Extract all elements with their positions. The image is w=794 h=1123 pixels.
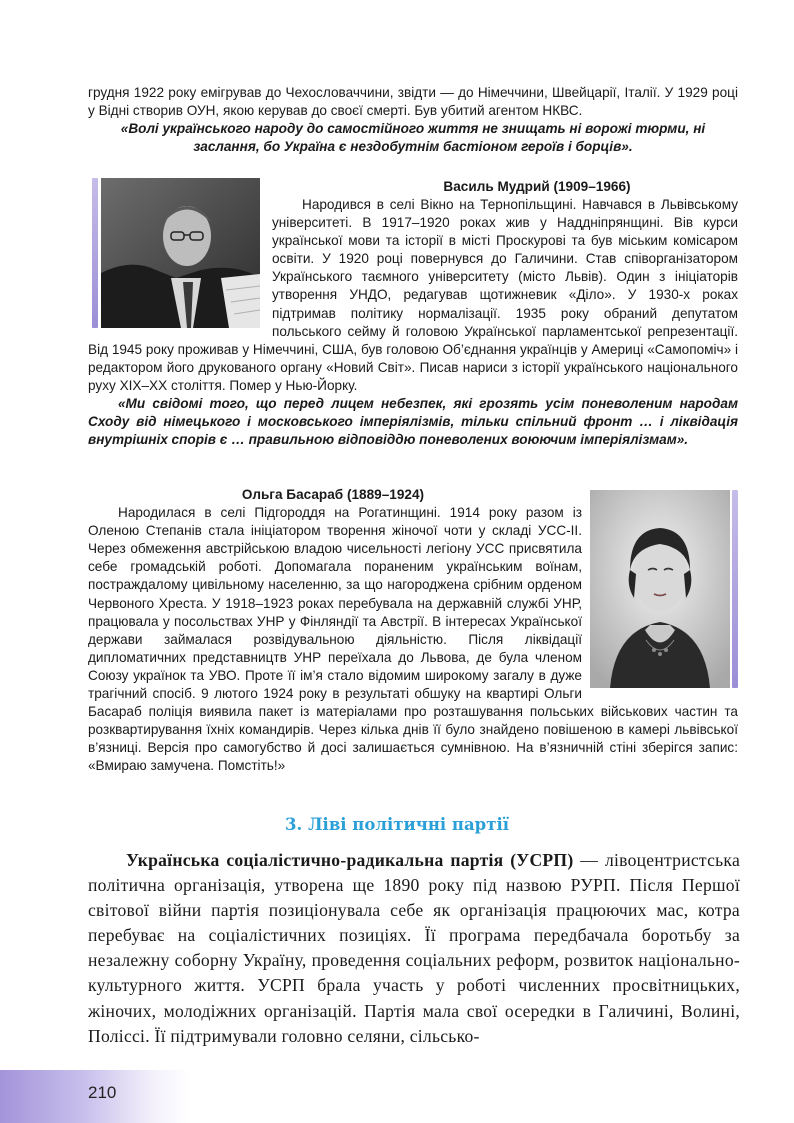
bio-mudryi-title: Василь Мудрий (1909–1966) <box>443 179 631 194</box>
bio-basarab-title: Ольга Басараб (1889–1924) <box>241 487 425 502</box>
bio-mudryi-quote: «Ми свідомі того, що перед лицем небезпек, які грозять усім поневоленим народам Сходу від німецького і московського імперіялізмів, тільки спільний фронт … і ліквідація внутрішніх спорів є … правильною відповіддю поневолених воюючим імперіялізмам». <box>88 396 738 448</box>
bio-basarab-text: Народилася в селі Підгороддя на Рогатинщині. 1914 року разом із Оленою Степанів стала ініціатором творення жіночої чоти у складі УСС-ІІ. Через обмеження австрійською владою чисельності легіону УСС присвятила себе громадській роботі. Допомагала пораненим українським воїнам, постраждалому цивільному населенню, за що нагороджена срібним орденом Червоного Хреста. У 1918–1923 роках перебувала на державній службі УНР, працювала у посольствах УНР у Фінляндії та Австрії. В інтересах Української держави займалася розвідувальною діяльністю. Після ліквідації дипломатичних представництв УНР переїхала до Львова, де була членом Союзу українок та УВО. Проте її ім’я стало відомим широкому загалу в дуже трагічний спосіб. 9 лютого 1924 року в результаті обшуку на квартирі Ольги Басараб поліція виявила пакет із матеріалами про розташування польських військових частин та розквартирування їхніх командирів. Через кілька днів її було знайдено повішеною в камері львівської в’язниці. Версія про самогубство й досі залишається сумнівною. На в’язничній стіні зберігся запис: «Вмираю замучена. Помстіть!» <box>88 505 738 774</box>
party-name: Українська соціалістично-радикальна партія (УСРП) <box>126 850 574 870</box>
intro-block <box>88 84 738 156</box>
bio-mudryi-block <box>88 196 738 449</box>
page-number: 210 <box>88 1083 117 1102</box>
main-paragraph-text: — лівоцентристська політична організація, утворена ще 1890 року під назвою РУРП. Після Першої світової війни партія позиціонувала себе як організація працюючих мас, котра перебуває на соціалістичних позиціях. Її програма передбачала боротьбу за незалежну соборну Україну, проведення соціальних реформ, розвиток національно-культурного життя. УСРП брала участь у роботі численних просвітницьких, жіночих, молодіжних організацій. Партія мала свої осередки в Галичині, Волині, Поліссі. Її підтримували головно селяни, сільсько- <box>88 850 741 1046</box>
bio-mudryi-header <box>272 178 738 196</box>
bio-basarab-block <box>88 486 738 776</box>
intro-quote: «Волі українського народу до самостійного життя не знищать ні ворожі тюрми, ні заслання, бо Україна є нездобутнім бастіоном героїв і борців». <box>120 121 706 155</box>
intro-text: грудня 1922 року емігрував до Чехословаччини, звідти — до Німеччини, Швейцарії, Італії. У 1929 році у Відні створив ОУН, якою керував до своєї смерті. Був убитий агентом НКВС. <box>88 85 738 119</box>
bio-mudryi-text: Народився в селі Вікно на Тернопільщині. Навчався в Львівському університеті. В 1917–1920 роках жив у Наддніпрянщині. Вів курси української мови та історії в місті Проскурові та був міським комісаром освіти. У 1920 році повернувся до Галичини. Став співорганізатором Українського таємного університету (місто Львів). Один з ініціаторів утворення УНДО, редагував щотижневик «Діло». У 1930-х роках підтримав політику нормалізації. 1935 року обраний депутатом польського сейму й головою Української парламентської репрезентації. Від 1945 року проживав у Німеччині, США, був головою Об’єднання українців у Америці «Самопоміч» і редактором його друкованого органу «Новий Світ». Писав нариси з історії українського національного руху XIX–XX століття. Помер у Нью-Йорку. <box>88 197 738 393</box>
section-title: 3. Ліві політичні партії <box>285 815 509 834</box>
main-paragraph <box>88 848 740 1049</box>
